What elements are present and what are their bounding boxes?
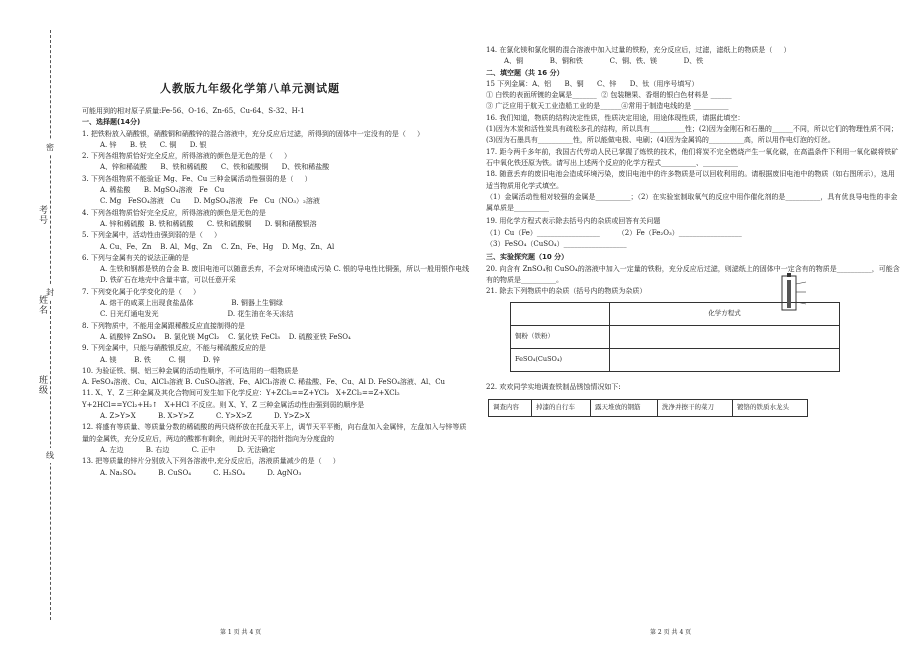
table-cell: 洗净并擦干的菜刀 [658, 399, 733, 416]
question-text: A. FeSO₄溶液、Cu、AlCl₃溶液 B. CuSO₄溶液、Fe、AlCl₃溶液 C. 稀盐酸、Fe、Cu、Al D. FeSO₄溶液、Al、Cu [82, 378, 446, 387]
table-cell-substance: 铜粉（铁粉） [511, 325, 610, 348]
answer-options: C. Mg FeSO₄溶液 Cu D. MgSO₄溶液 Fe Cu（NO₃）₂溶液 [100, 197, 320, 206]
question-text: 14. 在氯化镁和氯化铜的混合溶液中加入过量的铁粉，充分反应后，过滤，滤纸上的物质是（ ） [486, 46, 791, 54]
question-text: 21. 除去下列物质中的杂质（括号内的物质为杂质） [486, 287, 647, 296]
question-text: 1. 把铁粉放入硝酸银，硝酸铜和硝酸锌的混合溶液中，充分反应后过滤，所得到的固体中一定没有的是（ ） [82, 129, 425, 138]
page-footer: 第 2 页 共 4 页 [650, 629, 692, 636]
exam-title: 人教版九年级化学第八单元测试题 [160, 82, 340, 95]
page2-content [486, 45, 900, 417]
question-text: 6. 下列与金属有关的说法正确的是 [82, 253, 189, 262]
section-heading: 三、实验探究题（10 分） [486, 253, 569, 262]
binding-margin [0, 0, 62, 650]
answer-options: A. 生铁和钢都是铁的合金 B. 废旧电池可以随意丢弃，不会对环境造成污染 C. 银的导电性比铜强，所以一般用银作电线 D. 铁矿石在地壳中含量丰富，可以任意开采 [100, 265, 481, 285]
question-text: （1）金属活动性相对较强的金属是__________；（2）在实验室制取氧气的反应中用作催化剂的是__________，具有优良导电性的非金属单质是__________ [486, 192, 898, 213]
rust-survey-table [488, 399, 808, 417]
table-cell-answer[interactable] [610, 348, 840, 371]
table-cell: 调查内容 [489, 399, 532, 416]
table-cell-empty [511, 302, 610, 325]
answer-options: A. Z>Y>X B. X>Y>Z C. Y>X>Z D. Y>Z>X [100, 412, 311, 421]
purification-table [510, 302, 840, 372]
answer-options: A. Cu、Fe、Zn B. Al、Mg、Zn C. Zn、Fe、Hg D. Mg、Zn、Al [100, 242, 335, 251]
question-text: 16. 我们知道，物质的结构决定性质，性质决定用途，用途体现性质，请据此填空： [486, 113, 745, 122]
question-text: ① 白铁的表面所镀的金属是_______ ② 包装糖果、香烟的银白色材料是 ______ [486, 91, 732, 100]
section-heading: 二、填空题（共 16 分） [486, 68, 564, 77]
answer-options: A. 锌和稀硫酸 B. 铁和稀硫酸 C. 铁和硫酸铜 D. 铜和硝酸银溶 [100, 219, 317, 228]
table-row [511, 325, 840, 348]
answer-options: A. Na₂SO₄ B. CuSO₄ C. H₂SO₄ D. AgNO₃ [100, 468, 302, 477]
question-text: 10. 为验证铁、铜、铝三种金属的活动性顺序，不可选用的一组物质是 [82, 366, 299, 375]
question-text: 11. X、Y、Z 三种金属及其化合物间可发生如下化学反应：Y+ZCl₂==Z+YCl₂ X+ZCl₂==Z+XCl₂ Y+2HCl==YCl₂+H₂↑ X+HCl 不反应。则 X、Y、Z 三种金属活动性由强到弱的顺序是 [82, 389, 407, 409]
question-text: （3）FeSO₄（CuSO₄）__________________ [486, 240, 627, 249]
answer-options: C. 日光灯通电发光 D. 花生油在冬天冻结 [100, 310, 294, 319]
question-text: 18. 随意丢弃的废旧电池会造成环境污染，废旧电池中的许多物质是可以回收利用的。请根据废旧电池中的物质（如右图所示），选用适当物质用化学式填空。 [486, 170, 895, 190]
section-heading: 一、选择题(14分) [82, 118, 141, 127]
question-text: 17. 距今两千多年前，我国古代劳动人民已掌握了炼铁的技术，他们将炭不完全燃烧产生一氧化碳，在高温条件下利用一氧化碳将铁矿石中氧化铁还原为铁。请写出上述两个反应的化学方程式__________、__________ [486, 147, 899, 167]
question-text: 8. 下列物质中，不能用金属跟稀酸反应直接制得的是 [82, 321, 245, 330]
page-footer: 第 1 页 共 4 页 [220, 629, 262, 636]
answer-options: A. 镁 B. 铁 C. 铜 D. 锌 [100, 355, 220, 364]
answer-options: A. 硫酸锌 ZnSO₄ B. 氯化镁 MgCl₂ C. 氯化铁 FeCl₃ D. 硫酸亚铁 FeSO₄ [100, 332, 351, 341]
question-text: 3. 下列各组物质不能验证 Mg、Fe、Cu 三种金属活动性强弱的是（ ） [82, 174, 312, 183]
exam-page-2 [480, 0, 920, 650]
question-text: 13. 把等质量的锌片分别放入下列各溶液中,充分反应后，溶液质量减少的是（ ） [82, 457, 340, 466]
question-text: 4. 下列各组物质恰好完全反应，所得溶液的颜色是无色的是 [82, 208, 266, 217]
answer-options: A. 熔干的咸菜上出现食盐晶体 B. 铜器上生铜绿 [100, 299, 283, 308]
page2-lines [486, 45, 900, 298]
table-cell: 镀铬的铁质水龙头 [732, 399, 807, 416]
table-header-equation: 化学方程式 [610, 302, 840, 325]
question-text: 2. 下列各组物质恰好完全反应，所得溶液的颜色是无色的是（ ） [82, 152, 292, 161]
question-text: 5. 下列金属中，活动性由强到弱的是（ ） [82, 231, 222, 240]
question-text: 19. 用化学方程式表示除去括号内的杂质或回答有关问题 [486, 217, 661, 226]
answer-options: A. 稀盐酸 B. MgSO₄溶液 Fe Cu [100, 186, 225, 195]
question-text: ③ 广泛应用于航天工业造船工业的是______④常用于制造电线的是 __________ [486, 102, 729, 111]
table-row [511, 348, 840, 371]
question-text: 12. 将盛有等质量、等质量分数的稀硫酸的两只烧杯放在托盘天平上，调节天平平衡，向右盘加入金属锌，左盘加入与锌等质量的金属铁，充分反应后，两边的酸都有剩余，则此时天平的指针指向为分度盘的 [82, 423, 467, 443]
question-text: 7. 下列变化属于化学变化的是（ ） [82, 287, 201, 296]
question-22: 22. 欢欢同学实地调查铁制品锈蚀情况如下: [486, 382, 621, 391]
seal-dashed-line [50, 30, 51, 620]
battery-diagram-icon [770, 272, 810, 312]
question-text: 9. 下列金属中，只能与硝酸银反应，不能与稀硫酸反应的是 [82, 344, 266, 353]
table-cell-answer[interactable] [610, 325, 840, 348]
table-row [489, 399, 808, 416]
table-cell-substance: FeSO₄(CuSO₄) [511, 348, 610, 371]
table-cell: 掉漆的自行车 [532, 399, 591, 416]
question-text: （1）Cu（Fe）__________________ （2）Fe（Fe₂O₃）__________________ [486, 228, 742, 237]
answer-options: A、铜 B、铜和铁 C、铜、铁、镁 D、铁 [504, 57, 704, 66]
question-text: 20. 向含有 ZnSO₄和 CuSO₄的溶液中加入一定量的铁粉，充分反应后过滤，则滤纸上的固体中一定含有的物质是__________，可能含有的物质是__________。 [486, 264, 900, 284]
question-text: 15 下列金属：A、铝 B、铜 C、锌 D、钛（用序号填写） [486, 79, 699, 88]
label-exam-number: 考号 [37, 205, 47, 225]
label-student-name: 姓名 [37, 295, 47, 315]
answer-options: A. 锌 B. 铁 C. 铜 D. 银 [100, 140, 207, 149]
answer-options: A、锌和稀硫酸 B、铁和稀硫酸 C、铁和硫酸铜 D、铁和稀盐酸 [100, 163, 330, 172]
question-text: (1)因为木炭和活性炭具有疏松多孔的结构，所以具有__________性；(2)因为金刚石和石墨的______不同，所以它们的物理性质不同；(3)因为石墨具有__________性，所以能做电极、电刷；(4)因为金属钨的__________高，所以用作电灯泡的灯丝。 [486, 125, 898, 145]
seal-mark-xian: 线 [46, 448, 54, 463]
seal-mark-feng: 封 [46, 285, 54, 300]
seal-mark-mi: 密 [46, 140, 54, 155]
answer-options: A. 左边 B. 右边 C. 正中 D. 无法确定 [100, 445, 276, 454]
question-text: 可能用到的相对原子质量:Fe-56、O-16、Zn-65、Cu-64、S-32、H-1 [82, 107, 305, 115]
page1-content [82, 104, 481, 479]
label-class: 班级 [37, 375, 47, 395]
table-cell: 露天堆放的钢筋 [591, 399, 658, 416]
